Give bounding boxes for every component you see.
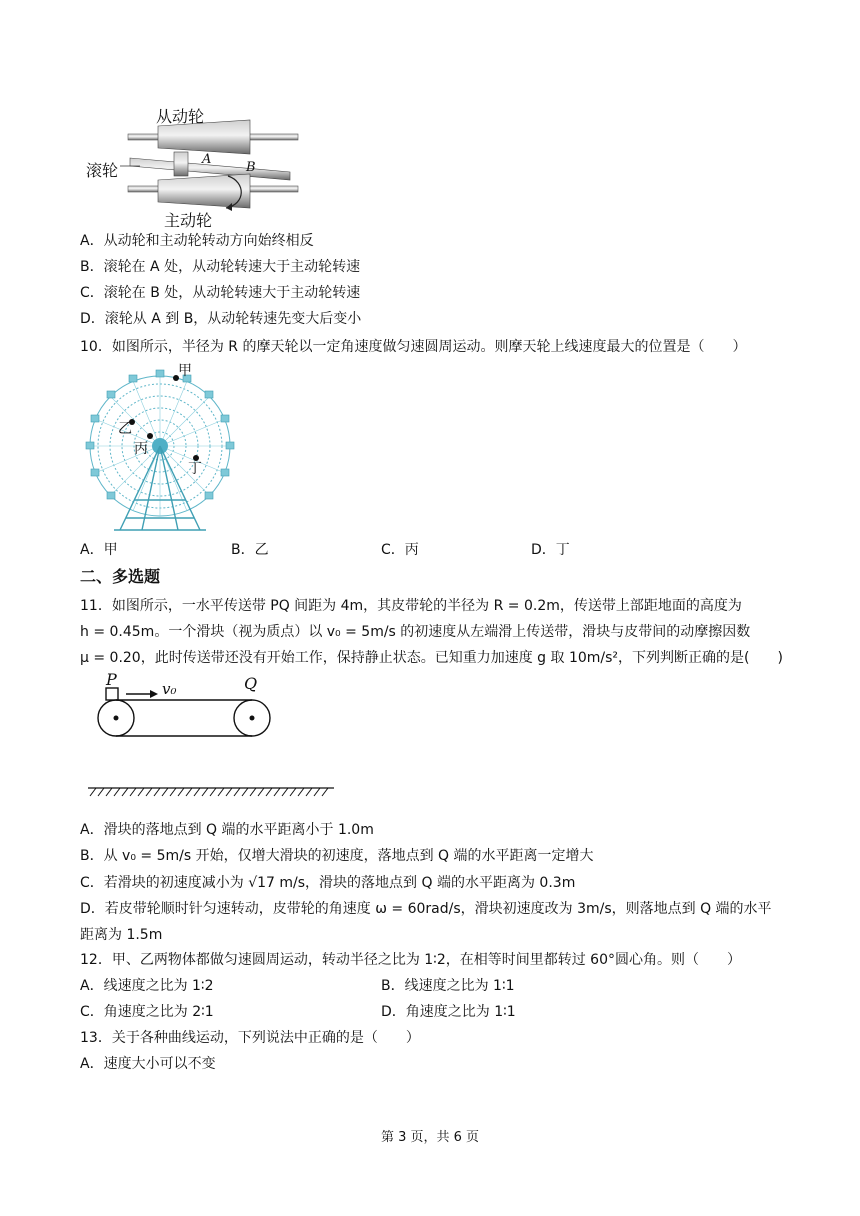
q11-stem-line3: μ = 0.20，此时传送带还没有开始工作，保持静止状态。已知重力加速度 g 取 10m/s²，下列判断正确的是( ) <box>80 650 783 666</box>
point-bing-label: 丙 <box>134 441 148 457</box>
roller-diagram <box>80 100 310 230</box>
q11-option-c: C．若滑块的初速度减小为 √17 m/s，滑块的落地点到 Q 端的水平距离为 0.3m <box>80 875 576 891</box>
q11-option-d-line1: D．若皮带轮顺时针匀速转动，皮带轮的角速度 ω = 60rad/s，滑块初速度改为 3m/s，则落地点到 Q 端的水平 <box>80 901 772 917</box>
q13-option-a: A．速度大小可以不变 <box>80 1056 216 1072</box>
q9-option-b: B．滚轮在 A 处，从动轮转速大于主动轮转速 <box>80 259 361 275</box>
q10-stem: 10．如图所示，半径为 R 的摩天轮以一定角速度做匀速圆周运动。则摩天轮上线速度最大的位置是（ ） <box>80 339 747 355</box>
section-title: 二、多选题 <box>80 567 161 586</box>
q11-stem-line2: h = 0.45m。一个滑块（视为质点）以 v₀ = 5m/s 的初速度从左端滑上传送带，滑块与皮带间的动摩擦因数 <box>80 624 751 640</box>
point-ding-label: 丁 <box>188 461 202 477</box>
roller-label: 滚轮 <box>86 161 119 180</box>
point-p-label: P <box>106 670 117 689</box>
q10-option-d: D．丁 <box>531 542 570 558</box>
q12-stem: 12．甲、乙两物体都做匀速圆周运动，转动半径之比为 1∶2，在相等时间里都转过 60°圆心角。则（ ） <box>80 952 741 968</box>
q11-option-d-line2: 距离为 1.5m <box>80 927 163 943</box>
q11-option-b: B．从 v₀ = 5m/s 开始，仅增大滑块的初速度，落地点到 Q 端的水平距离一定增大 <box>80 848 594 864</box>
q10-option-a: A．甲 <box>80 542 118 558</box>
ferris-wheel-figure <box>84 362 244 534</box>
q12-option-c: C．角速度之比为 2∶1 <box>80 1004 214 1020</box>
point-q-label: Q <box>244 674 258 693</box>
q11-stem-line1: 11．如图所示，一水平传送带 PQ 间距为 4m，其皮带轮的半径为 R = 0.2m，传送带上部距地面的高度为 <box>80 598 742 614</box>
point-b-label: B <box>246 160 256 175</box>
q9-option-d: D．滚轮从 A 到 B，从动轮转速先变大后变小 <box>80 311 362 327</box>
driven-wheel-label: 从动轮 <box>156 107 205 126</box>
conveyor-svg <box>88 672 348 802</box>
ferris-wheel-svg <box>84 362 244 534</box>
conveyor-figure <box>88 672 348 802</box>
q12-option-a: A．线速度之比为 1∶2 <box>80 978 214 994</box>
q10-option-b: B．乙 <box>231 542 269 558</box>
q12-option-b: B．线速度之比为 1∶1 <box>381 978 515 994</box>
point-yi-label: 乙 <box>118 421 132 437</box>
driving-wheel-label: 主动轮 <box>164 211 213 230</box>
q13-stem: 13．关于各种曲线运动，下列说法中正确的是（ ） <box>80 1030 420 1046</box>
page-footer: 第 3 页，共 6 页 <box>380 1130 480 1145</box>
point-a-label: A <box>202 152 212 167</box>
q9-option-c: C．滚轮在 B 处，从动轮转速大于主动轮转速 <box>80 285 361 301</box>
q12-option-d: D．角速度之比为 1∶1 <box>381 1004 516 1020</box>
point-jia-label: 甲 <box>178 363 192 379</box>
q10-option-c: C．丙 <box>381 542 419 558</box>
q11-option-a: A．滑块的落地点到 Q 端的水平距离小于 1.0m <box>80 822 374 838</box>
q9-option-a: A．从动轮和主动轮转动方向始终相反 <box>80 233 314 249</box>
velocity-label: v₀ <box>162 680 177 698</box>
